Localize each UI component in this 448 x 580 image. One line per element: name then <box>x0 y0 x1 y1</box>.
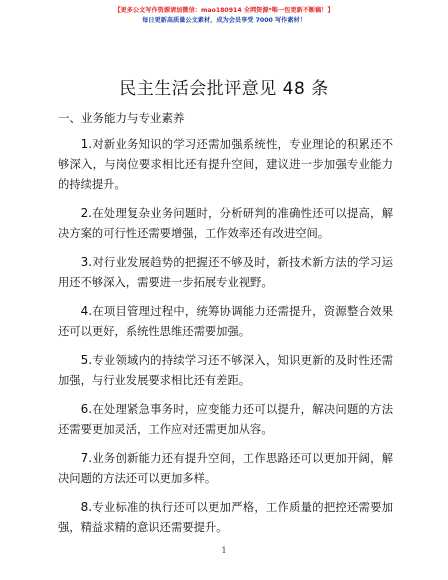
item-text: 专业领域内的持续学习还不够深入，知识更新的及时性还需加强，与行业发展要求相比还有差距。 <box>58 354 393 387</box>
list-item <box>58 252 393 293</box>
item-number: 8. <box>80 500 93 514</box>
item-number: 3. <box>80 255 93 269</box>
item-text: 在处理紧急事务时，应变能力还可以提升，解决问题的方法还需要更加灵活，工作应对还需更加从容。 <box>58 403 393 436</box>
item-text: 在处理复杂业务问题时，分析研判的准确性还可以提高，解决方案的可行性还需要增强，工作效率还有改进空间。 <box>58 207 393 240</box>
list-item <box>58 301 393 342</box>
item-text: 在项目管理过程中，统筹协调能力还需提升，资源整合效果还可以更好，系统性思维还需要加强。 <box>58 305 393 338</box>
item-number: 5. <box>80 353 93 367</box>
item-number: 1. <box>80 137 93 151</box>
list-item <box>58 448 393 489</box>
list-item <box>58 203 393 244</box>
item-text: 业务创新能力还有提升空间，工作思路还可以更加开阔，解决问题的方法还可以更加多样。 <box>58 452 393 485</box>
promo-banner-line-1: 【更多公文写作资源请加微信：mao180914 全网资源*唯一包更新不断稿！】 <box>114 7 334 14</box>
promo-banner-line-2: 每日更新高质量公文素材，成为会员享受 7000 写作素材！ <box>142 17 306 24</box>
list-item <box>58 497 393 538</box>
item-number: 4. <box>80 304 93 318</box>
document-title: 民主生活会批评意见 48 条 <box>119 79 329 99</box>
page-number: 1 <box>221 546 227 555</box>
item-text: 对新业务知识的学习还需加强系统性，专业理论的积累还不够深入，与岗位要求相比还有提升空间，建议进一步加强专业能力的持续提升。 <box>58 138 393 191</box>
section-heading: 一、业务能力与专业素养 <box>58 111 185 125</box>
list-item <box>58 350 393 391</box>
document-body <box>58 134 393 546</box>
list-item <box>58 134 393 195</box>
item-text: 对行业发展趋势的把握还不够及时，新技术新方法的学习运用还不够深入，需要进一步拓展专业视野。 <box>58 256 393 289</box>
item-number: 7. <box>80 451 93 465</box>
item-text: 专业标准的执行还可以更加严格，工作质量的把控还需要加强，精益求精的意识还需要提升。 <box>58 501 393 534</box>
promo-banner <box>0 0 448 26</box>
list-item <box>58 399 393 440</box>
item-number: 2. <box>80 206 93 220</box>
item-number: 6. <box>80 402 93 416</box>
